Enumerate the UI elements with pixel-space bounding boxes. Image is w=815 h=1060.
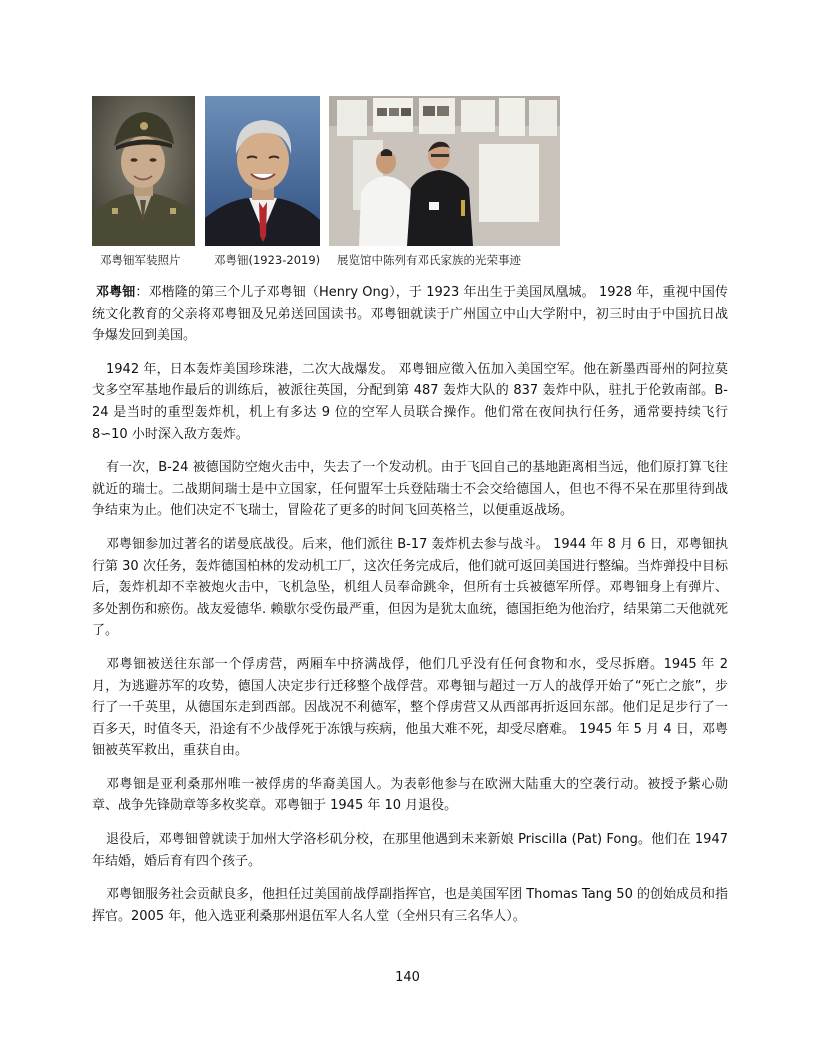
photo-caption-military: 邓粤钿军装照片 xyxy=(100,253,181,267)
military-portrait-photo xyxy=(92,96,195,246)
exhibition-photo xyxy=(329,96,560,246)
paragraph: 有一次，B-24 被德国防空炮火击中，失去了一个发动机。由于飞回自己的基地距离相当远，他们原打算飞往就近的瑞士。二战期间瑞士是中立国家，任何盟军士兵登陆瑞士不会交给德国人，但也不得不呆在那里待到战争结束为止。他们决定不飞瑞士，冒险花了更多的时间飞回英格兰，以便重返战场。 xyxy=(92,460,728,519)
article-body xyxy=(92,282,728,939)
paragraph: 邓粤钿参加过著名的诺曼底战役。后来，他们派往 B-17 轰炸机去参与战斗。 1944 年 8 月 6 日，邓粤钿执行第 30 次任务，轰炸德国柏林的发动机工厂，这次任务完成后，他们就可返回美国进行整编。当炸弹投中目标后，轰炸机却不幸被炮火击中，飞机急坠，机组人员奉命跳伞，但所有士兵被德军所俘。邓粤钿身上有弹片、多处割伤和瘀伤。战友爱德华. 赖歇尔受伤最严重，但因为是犹太血统，德国拒绝为他治疗，结果第二天他就死了。 xyxy=(92,536,728,639)
elderly-portrait-photo xyxy=(205,96,320,246)
photo-caption-exhibition: 展览馆中陈列有邓氏家族的光荣事迹 xyxy=(337,253,521,267)
paragraph: 邓粤钿被送往东部一个俘虏营，两厢车中挤满战俘，他们几乎没有任何食物和水，受尽拆磨。1945 年 2 月，为逃避苏军的攻势，德国人决定步行迁移整个战俘营。邓粤钿与超过一万人的战俘开始了“死亡之旅”，步行了一千英里，从德国东走到西部。因战况不利德军，整个俘虏营又从西部再折返回东部。他们足足步行了一百多天，时值冬天，沿途有不少战俘死于冻饿与疾病，他虽大难不死，却受尽磨难。 1945 年 5 月 4 日，邓粤钿被英军救出，重获自由。 xyxy=(92,656,728,759)
intro-paragraph xyxy=(92,282,728,347)
photo-strip xyxy=(92,96,562,246)
page-number: 140 xyxy=(395,970,420,985)
paragraph: 邓粤钿服务社会贡献良多，他担任过美国前战俘副指挥官，也是美国军团 Thomas Tang 50 的创始成员和指挥官。2005 年，他入选亚利桑那州退伍军人名人堂（全州只有三名华人）。 xyxy=(92,887,728,924)
paragraph: 退役后，邓粤钿曾就读于加州大学洛杉矶分校，在那里他遇到未来新娘 Priscilla (Pat) Fong。他们在 1947 年结婚，婚后育有四个孩子。 xyxy=(92,832,728,869)
intro-text: ：邓楷隆的第三个儿子邓粤钿（Henry Ong），于 1923 年出生于美国凤凰城。 1928 年，重视中国传统文化教育的父亲将邓粤钿及兄弟送回国读书。邓粤钿就读于广州国立中山大学附中，初三时由于中国抗日战争爆发回到美国。 xyxy=(92,285,728,344)
paragraph: 邓粤钿是亚利桑那州唯一被俘虏的华裔美国人。为表彰他参与在欧洲大陆重大的空袭行动。被授予紫心勋章、战争先锋勋章等多枚奖章。邓粤钿于 1945 年 10 月退役。 xyxy=(92,776,728,814)
lead-name: 邓粤钿 xyxy=(96,285,136,300)
photo-captions xyxy=(92,252,572,270)
paragraph: 1942 年，日本轰炸美国珍珠港，二次大战爆发。 邓粤钿应徵入伍加入美国空军。他在新墨西哥州的阿拉莫戈多空军基地作最后的训练后，被派往英国，分配到第 487 轰炸大队的 837 轰炸中队，驻扎于伦敦南部。B-24 是当时的重型轰炸机，机上有多达 9 位的空军人员联合操作。他们常在夜间执行任务，通常要持续飞行 8∽10 小时深入敌方轰炸。 xyxy=(92,361,728,442)
photo-caption-portrait: 邓粤钿(1923-2019) xyxy=(214,253,321,267)
